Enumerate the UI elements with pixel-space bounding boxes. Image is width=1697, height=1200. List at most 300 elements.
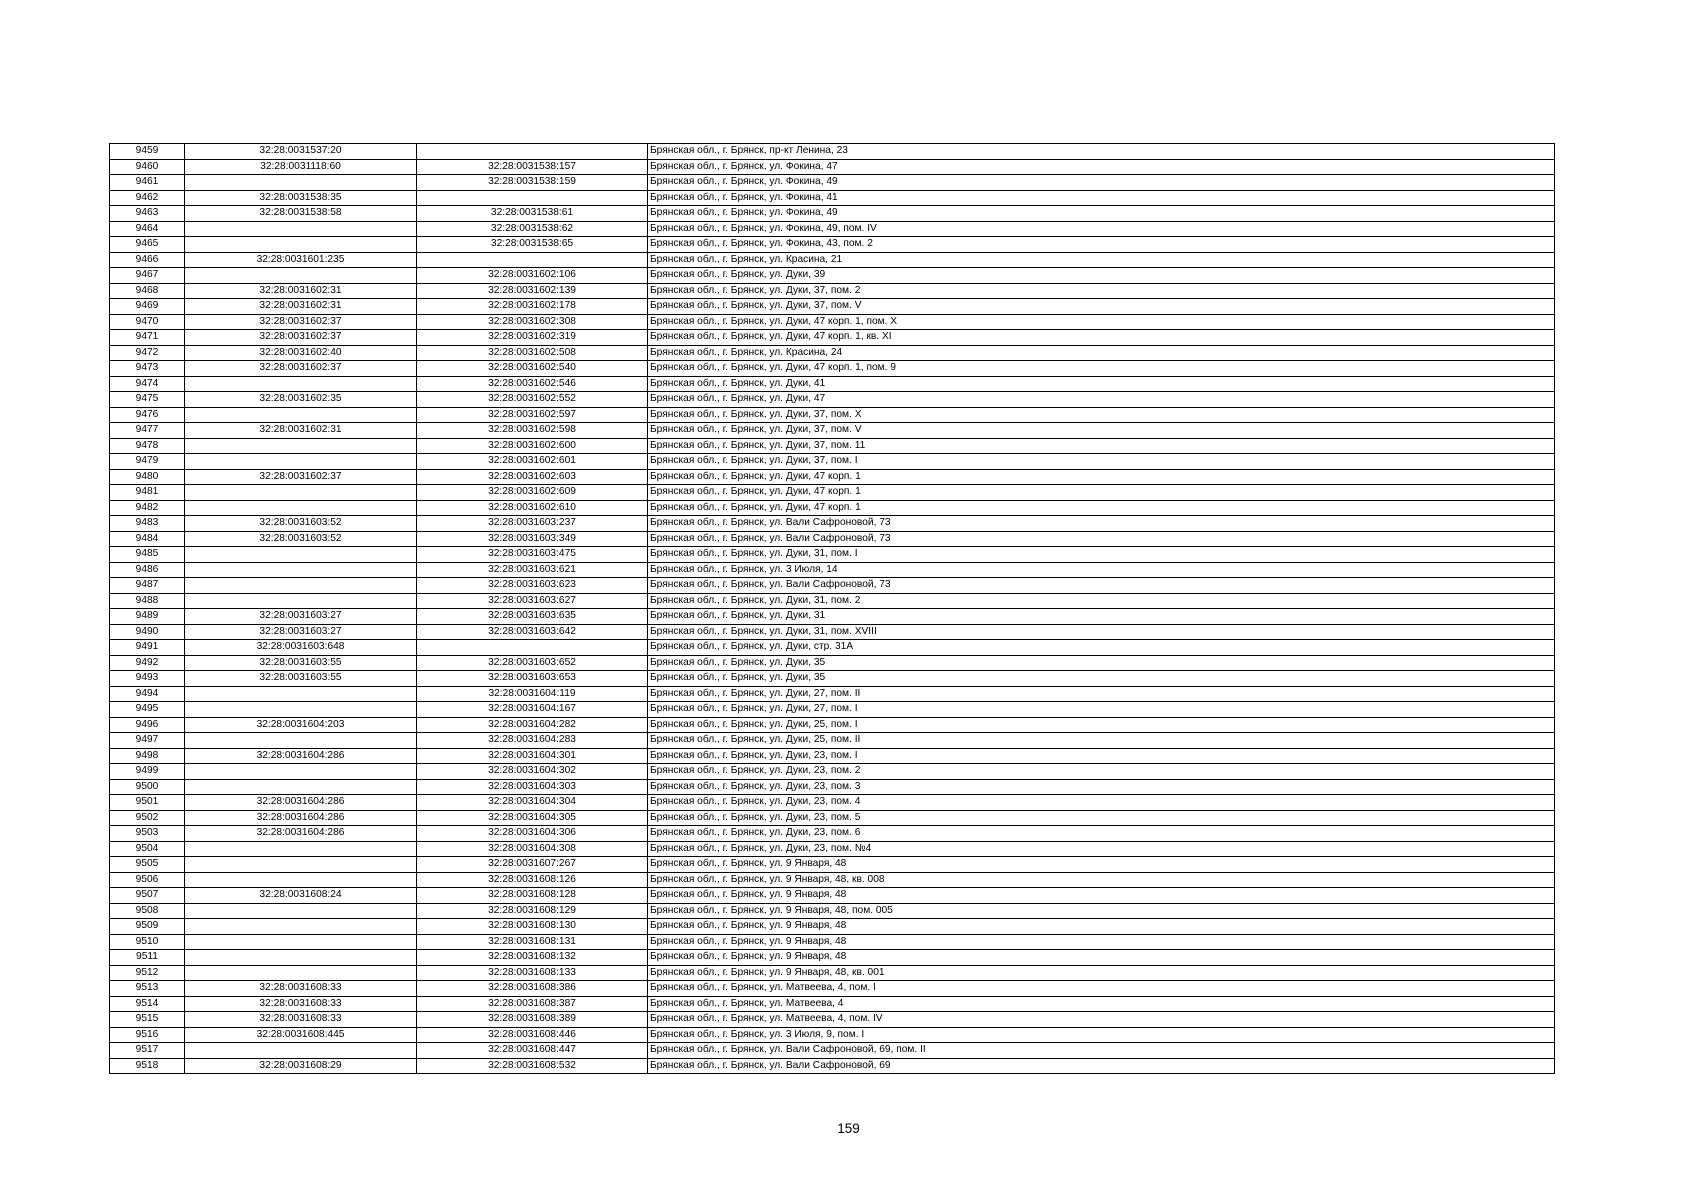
address-cell: Брянская обл., г. Брянск, ул. Дуки, 37, пом. X [648, 407, 1555, 423]
parent-cadastral-number-cell: 32:28:0031537:20 [185, 144, 417, 160]
row-number-cell: 9516 [110, 1027, 185, 1043]
address-cell: Брянская обл., г. Брянск, ул. Дуки, 25, пом. II [648, 733, 1555, 749]
address-cell: Брянская обл., г. Брянск, ул. Дуки, 39 [648, 268, 1555, 284]
row-number-cell: 9466 [110, 252, 185, 268]
address-cell: Брянская обл., г. Брянск, ул. Дуки, 37, пом. V [648, 423, 1555, 439]
parent-cadastral-number-cell [185, 485, 417, 501]
table-row [110, 190, 1555, 206]
address-cell: Брянская обл., г. Брянск, ул. Дуки, 27, пом. I [648, 702, 1555, 718]
table-row [110, 857, 1555, 873]
parent-cadastral-number-cell [185, 903, 417, 919]
address-cell: Брянская обл., г. Брянск, ул. Дуки, 23, пом. 5 [648, 810, 1555, 826]
address-cell: Брянская обл., г. Брянск, ул. 9 Января, 48, пом. 005 [648, 903, 1555, 919]
row-number-cell: 9459 [110, 144, 185, 160]
address-cell: Брянская обл., г. Брянск, ул. Дуки, 47 корп. 1 [648, 485, 1555, 501]
table-row [110, 702, 1555, 718]
table-row [110, 144, 1555, 160]
row-number-cell: 9479 [110, 454, 185, 470]
table-row [110, 810, 1555, 826]
cadastral-number-cell: 32:28:0031603:349 [417, 531, 648, 547]
parent-cadastral-number-cell [185, 593, 417, 609]
parent-cadastral-number-cell [185, 872, 417, 888]
address-cell: Брянская обл., г. Брянск, ул. Фокина, 49 [648, 206, 1555, 222]
table-row [110, 159, 1555, 175]
address-cell: Брянская обл., г. Брянск, ул. Фокина, 47 [648, 159, 1555, 175]
table-row [110, 1012, 1555, 1028]
row-number-cell: 9470 [110, 314, 185, 330]
cadastral-number-cell: 32:28:0031602:106 [417, 268, 648, 284]
cadastral-number-cell [417, 190, 648, 206]
cadastral-number-cell: 32:28:0031538:159 [417, 175, 648, 191]
address-cell: Брянская обл., г. Брянск, ул. Дуки, стр. 31А [648, 640, 1555, 656]
cadastral-number-cell: 32:28:0031603:635 [417, 609, 648, 625]
cadastral-number-cell: 32:28:0031608:131 [417, 934, 648, 950]
parent-cadastral-number-cell: 32:28:0031604:203 [185, 717, 417, 733]
address-cell: Брянская обл., г. Брянск, ул. Красина, 21 [648, 252, 1555, 268]
cadastral-number-cell: 32:28:0031602:610 [417, 500, 648, 516]
cadastral-number-cell: 32:28:0031608:132 [417, 950, 648, 966]
table-row [110, 500, 1555, 516]
parent-cadastral-number-cell: 32:28:0031603:55 [185, 671, 417, 687]
table-row [110, 1027, 1555, 1043]
table-row [110, 469, 1555, 485]
row-number-cell: 9474 [110, 376, 185, 392]
parent-cadastral-number-cell: 32:28:0031602:37 [185, 314, 417, 330]
table-row [110, 268, 1555, 284]
cadastral-number-cell: 32:28:0031603:621 [417, 562, 648, 578]
row-number-cell: 9475 [110, 392, 185, 408]
parent-cadastral-number-cell [185, 547, 417, 563]
address-cell: Брянская обл., г. Брянск, ул. Вали Сафроновой, 73 [648, 531, 1555, 547]
address-cell: Брянская обл., г. Брянск, пр-кт Ленина, 23 [648, 144, 1555, 160]
cadastral-number-cell: 32:28:0031604:304 [417, 795, 648, 811]
table-row [110, 361, 1555, 377]
parent-cadastral-number-cell: 32:28:0031118:60 [185, 159, 417, 175]
cadastral-number-cell: 32:28:0031604:167 [417, 702, 648, 718]
row-number-cell: 9461 [110, 175, 185, 191]
address-cell: Брянская обл., г. Брянск, ул. Матвеева, 4 [648, 996, 1555, 1012]
address-cell: Брянская обл., г. Брянск, ул. 9 Января, 48, кв. 008 [648, 872, 1555, 888]
parent-cadastral-number-cell [185, 919, 417, 935]
cadastral-number-cell: 32:28:0031608:128 [417, 888, 648, 904]
cadastral-number-cell: 32:28:0031602:508 [417, 345, 648, 361]
cadastral-number-cell: 32:28:0031603:653 [417, 671, 648, 687]
cadastral-number-cell: 32:28:0031604:282 [417, 717, 648, 733]
parent-cadastral-number-cell: 32:28:0031538:58 [185, 206, 417, 222]
address-cell: Брянская обл., г. Брянск, ул. Дуки, 47 корп. 1, пом. X [648, 314, 1555, 330]
cadastral-number-cell: 32:28:0031603:627 [417, 593, 648, 609]
row-number-cell: 9463 [110, 206, 185, 222]
row-number-cell: 9512 [110, 965, 185, 981]
parent-cadastral-number-cell [185, 950, 417, 966]
row-number-cell: 9472 [110, 345, 185, 361]
table-row [110, 965, 1555, 981]
parent-cadastral-number-cell: 32:28:0031608:33 [185, 981, 417, 997]
parent-cadastral-number-cell: 32:28:0031604:286 [185, 826, 417, 842]
parent-cadastral-number-cell: 32:28:0031603:27 [185, 624, 417, 640]
table-row [110, 392, 1555, 408]
table-row [110, 237, 1555, 253]
row-number-cell: 9497 [110, 733, 185, 749]
row-number-cell: 9495 [110, 702, 185, 718]
address-cell: Брянская обл., г. Брянск, ул. 9 Января, 48 [648, 919, 1555, 935]
parent-cadastral-number-cell [185, 562, 417, 578]
address-cell: Брянская обл., г. Брянск, ул. Дуки, 23, пом. №4 [648, 841, 1555, 857]
address-cell: Брянская обл., г. Брянск, ул. Дуки, 37, пом. V [648, 299, 1555, 315]
cadastral-number-cell: 32:28:0031604:308 [417, 841, 648, 857]
row-number-cell: 9505 [110, 857, 185, 873]
row-number-cell: 9473 [110, 361, 185, 377]
table-row [110, 206, 1555, 222]
table-row [110, 283, 1555, 299]
parent-cadastral-number-cell [185, 733, 417, 749]
address-cell: Брянская обл., г. Брянск, ул. Дуки, 23, пом. I [648, 748, 1555, 764]
row-number-cell: 9489 [110, 609, 185, 625]
row-number-cell: 9518 [110, 1058, 185, 1074]
parent-cadastral-number-cell: 32:28:0031603:55 [185, 655, 417, 671]
cadastral-number-cell: 32:28:0031604:302 [417, 764, 648, 780]
cadastral-number-cell: 32:28:0031538:61 [417, 206, 648, 222]
table-row [110, 330, 1555, 346]
row-number-cell: 9500 [110, 779, 185, 795]
cadastral-number-cell: 32:28:0031604:306 [417, 826, 648, 842]
row-number-cell: 9478 [110, 438, 185, 454]
parent-cadastral-number-cell: 32:28:0031604:286 [185, 748, 417, 764]
table-row [110, 624, 1555, 640]
parent-cadastral-number-cell [185, 841, 417, 857]
table-row [110, 423, 1555, 439]
row-number-cell: 9501 [110, 795, 185, 811]
address-cell: Брянская обл., г. Брянск, ул. Матвеева, 4, пом. I [648, 981, 1555, 997]
parent-cadastral-number-cell: 32:28:0031603:52 [185, 516, 417, 532]
address-cell: Брянская обл., г. Брянск, ул. Дуки, 25, пом. I [648, 717, 1555, 733]
row-number-cell: 9515 [110, 1012, 185, 1028]
table-row [110, 903, 1555, 919]
parent-cadastral-number-cell: 32:28:0031602:31 [185, 283, 417, 299]
address-cell: Брянская обл., г. Брянск, ул. Дуки, 31, пом. 2 [648, 593, 1555, 609]
cadastral-register-table [109, 143, 1555, 1074]
cadastral-number-cell: 32:28:0031608:129 [417, 903, 648, 919]
cadastral-number-cell: 32:28:0031603:642 [417, 624, 648, 640]
parent-cadastral-number-cell: 32:28:0031608:33 [185, 996, 417, 1012]
cadastral-number-cell: 32:28:0031538:62 [417, 221, 648, 237]
table-row [110, 655, 1555, 671]
address-cell: Брянская обл., г. Брянск, ул. Дуки, 37, пом. I [648, 454, 1555, 470]
table-row [110, 175, 1555, 191]
row-number-cell: 9483 [110, 516, 185, 532]
address-cell: Брянская обл., г. Брянск, ул. 9 Января, 48 [648, 934, 1555, 950]
cadastral-number-cell: 32:28:0031602:598 [417, 423, 648, 439]
address-cell: Брянская обл., г. Брянск, ул. Вали Сафроновой, 73 [648, 516, 1555, 532]
table-row [110, 516, 1555, 532]
table-row [110, 686, 1555, 702]
cadastral-number-cell: 32:28:0031608:387 [417, 996, 648, 1012]
table-row [110, 748, 1555, 764]
row-number-cell: 9471 [110, 330, 185, 346]
parent-cadastral-number-cell [185, 175, 417, 191]
row-number-cell: 9476 [110, 407, 185, 423]
address-cell: Брянская обл., г. Брянск, ул. Дуки, 31 [648, 609, 1555, 625]
cadastral-number-cell: 32:28:0031604:301 [417, 748, 648, 764]
parent-cadastral-number-cell: 32:28:0031604:286 [185, 795, 417, 811]
cadastral-number-cell: 32:28:0031538:157 [417, 159, 648, 175]
parent-cadastral-number-cell [185, 686, 417, 702]
table-row [110, 376, 1555, 392]
address-cell: Брянская обл., г. Брянск, ул. Фокина, 49, пом. IV [648, 221, 1555, 237]
cadastral-number-cell [417, 252, 648, 268]
address-cell: Брянская обл., г. Брянск, ул. Дуки, 23, пом. 4 [648, 795, 1555, 811]
address-cell: Брянская обл., г. Брянск, ул. Дуки, 47 [648, 392, 1555, 408]
row-number-cell: 9485 [110, 547, 185, 563]
cadastral-number-cell: 32:28:0031604:283 [417, 733, 648, 749]
row-number-cell: 9482 [110, 500, 185, 516]
row-number-cell: 9494 [110, 686, 185, 702]
cadastral-number-cell: 32:28:0031602:308 [417, 314, 648, 330]
table-row [110, 531, 1555, 547]
cadastral-number-cell: 32:28:0031602:139 [417, 283, 648, 299]
parent-cadastral-number-cell [185, 454, 417, 470]
row-number-cell: 9480 [110, 469, 185, 485]
cadastral-number-cell: 32:28:0031604:305 [417, 810, 648, 826]
cadastral-number-cell: 32:28:0031608:389 [417, 1012, 648, 1028]
table-row [110, 826, 1555, 842]
parent-cadastral-number-cell [185, 934, 417, 950]
table-row [110, 485, 1555, 501]
cadastral-number-cell: 32:28:0031608:386 [417, 981, 648, 997]
cadastral-number-cell: 32:28:0031602:601 [417, 454, 648, 470]
address-cell: Брянская обл., г. Брянск, ул. Вали Сафроновой, 73 [648, 578, 1555, 594]
table-row [110, 314, 1555, 330]
parent-cadastral-number-cell: 32:28:0031602:37 [185, 330, 417, 346]
cadastral-number-cell: 32:28:0031604:303 [417, 779, 648, 795]
address-cell: Брянская обл., г. Брянск, ул. Дуки, 37, пом. 11 [648, 438, 1555, 454]
parent-cadastral-number-cell [185, 764, 417, 780]
address-cell: Брянская обл., г. Брянск, ул. 9 Января, 48 [648, 888, 1555, 904]
address-cell: Брянская обл., г. Брянск, ул. Дуки, 23, пом. 3 [648, 779, 1555, 795]
cadastral-number-cell: 32:28:0031602:552 [417, 392, 648, 408]
parent-cadastral-number-cell [185, 407, 417, 423]
cadastral-number-cell: 32:28:0031602:609 [417, 485, 648, 501]
cadastral-number-cell: 32:28:0031608:130 [417, 919, 648, 935]
cadastral-number-cell: 32:28:0031608:126 [417, 872, 648, 888]
cadastral-number-cell: 32:28:0031602:319 [417, 330, 648, 346]
parent-cadastral-number-cell: 32:28:0031604:286 [185, 810, 417, 826]
parent-cadastral-number-cell: 32:28:0031602:31 [185, 423, 417, 439]
parent-cadastral-number-cell: 32:28:0031608:29 [185, 1058, 417, 1074]
table-row [110, 717, 1555, 733]
table-row [110, 872, 1555, 888]
row-number-cell: 9486 [110, 562, 185, 578]
address-cell: Брянская обл., г. Брянск, ул. 3 Июля, 9, пом. I [648, 1027, 1555, 1043]
row-number-cell: 9496 [110, 717, 185, 733]
row-number-cell: 9504 [110, 841, 185, 857]
parent-cadastral-number-cell: 32:28:0031601:235 [185, 252, 417, 268]
table-row [110, 299, 1555, 315]
table-row [110, 578, 1555, 594]
parent-cadastral-number-cell [185, 438, 417, 454]
parent-cadastral-number-cell [185, 237, 417, 253]
cadastral-number-cell: 32:28:0031602:540 [417, 361, 648, 377]
address-cell: Брянская обл., г. Брянск, ул. Красина, 24 [648, 345, 1555, 361]
row-number-cell: 9465 [110, 237, 185, 253]
cadastral-number-cell: 32:28:0031602:603 [417, 469, 648, 485]
address-cell: Брянская обл., г. Брянск, ул. Фокина, 41 [648, 190, 1555, 206]
parent-cadastral-number-cell [185, 1043, 417, 1059]
table-row [110, 795, 1555, 811]
table-row [110, 1058, 1555, 1074]
parent-cadastral-number-cell [185, 779, 417, 795]
cadastral-number-cell: 32:28:0031604:119 [417, 686, 648, 702]
row-number-cell: 9464 [110, 221, 185, 237]
row-number-cell: 9490 [110, 624, 185, 640]
table-row [110, 733, 1555, 749]
row-number-cell: 9509 [110, 919, 185, 935]
cadastral-number-cell: 32:28:0031608:133 [417, 965, 648, 981]
row-number-cell: 9468 [110, 283, 185, 299]
table-row [110, 547, 1555, 563]
address-cell: Брянская обл., г. Брянск, ул. Дуки, 35 [648, 671, 1555, 687]
address-cell: Брянская обл., г. Брянск, ул. Дуки, 47 корп. 1 [648, 500, 1555, 516]
table-row [110, 221, 1555, 237]
row-number-cell: 9506 [110, 872, 185, 888]
table-row [110, 640, 1555, 656]
address-cell: Брянская обл., г. Брянск, ул. Матвеева, 4, пом. IV [648, 1012, 1555, 1028]
row-number-cell: 9511 [110, 950, 185, 966]
parent-cadastral-number-cell: 32:28:0031603:27 [185, 609, 417, 625]
parent-cadastral-number-cell: 32:28:0031602:37 [185, 361, 417, 377]
table-row [110, 888, 1555, 904]
table-body [110, 144, 1555, 1074]
table-row [110, 919, 1555, 935]
address-cell: Брянская обл., г. Брянск, ул. Дуки, 27, пом. II [648, 686, 1555, 702]
row-number-cell: 9502 [110, 810, 185, 826]
parent-cadastral-number-cell [185, 702, 417, 718]
row-number-cell: 9498 [110, 748, 185, 764]
parent-cadastral-number-cell: 32:28:0031603:52 [185, 531, 417, 547]
parent-cadastral-number-cell [185, 857, 417, 873]
address-cell: Брянская обл., г. Брянск, ул. 9 Января, 48, кв. 001 [648, 965, 1555, 981]
parent-cadastral-number-cell: 32:28:0031608:24 [185, 888, 417, 904]
table-row [110, 407, 1555, 423]
parent-cadastral-number-cell: 32:28:0031602:31 [185, 299, 417, 315]
row-number-cell: 9487 [110, 578, 185, 594]
cadastral-number-cell: 32:28:0031607:267 [417, 857, 648, 873]
row-number-cell: 9499 [110, 764, 185, 780]
row-number-cell: 9503 [110, 826, 185, 842]
row-number-cell: 9481 [110, 485, 185, 501]
parent-cadastral-number-cell: 32:28:0031603:648 [185, 640, 417, 656]
parent-cadastral-number-cell: 32:28:0031608:445 [185, 1027, 417, 1043]
row-number-cell: 9492 [110, 655, 185, 671]
cadastral-number-cell [417, 144, 648, 160]
cadastral-number-cell: 32:28:0031602:546 [417, 376, 648, 392]
cadastral-number-cell: 32:28:0031603:475 [417, 547, 648, 563]
table-row [110, 454, 1555, 470]
row-number-cell: 9462 [110, 190, 185, 206]
table-row [110, 934, 1555, 950]
address-cell: Брянская обл., г. Брянск, ул. 9 Января, 48 [648, 950, 1555, 966]
row-number-cell: 9510 [110, 934, 185, 950]
address-cell: Брянская обл., г. Брянск, ул. Фокина, 43, пом. 2 [648, 237, 1555, 253]
row-number-cell: 9508 [110, 903, 185, 919]
address-cell: Брянская обл., г. Брянск, ул. Дуки, 41 [648, 376, 1555, 392]
parent-cadastral-number-cell [185, 376, 417, 392]
cadastral-number-cell: 32:28:0031538:65 [417, 237, 648, 253]
parent-cadastral-number-cell [185, 500, 417, 516]
table-row [110, 1043, 1555, 1059]
cadastral-number-cell: 32:28:0031602:600 [417, 438, 648, 454]
address-cell: Брянская обл., г. Брянск, ул. Фокина, 49 [648, 175, 1555, 191]
table-row [110, 671, 1555, 687]
table-row [110, 950, 1555, 966]
table-row [110, 438, 1555, 454]
cadastral-number-cell: 32:28:0031608:447 [417, 1043, 648, 1059]
row-number-cell: 9491 [110, 640, 185, 656]
parent-cadastral-number-cell: 32:28:0031602:35 [185, 392, 417, 408]
table-row [110, 252, 1555, 268]
cadastral-number-cell: 32:28:0031603:237 [417, 516, 648, 532]
cadastral-number-cell: 32:28:0031603:652 [417, 655, 648, 671]
cadastral-number-cell [417, 640, 648, 656]
address-cell: Брянская обл., г. Брянск, ул. Дуки, 23, пом. 6 [648, 826, 1555, 842]
cadastral-number-cell: 32:28:0031608:446 [417, 1027, 648, 1043]
page-number: 159 [837, 1121, 860, 1136]
row-number-cell: 9460 [110, 159, 185, 175]
table-row [110, 562, 1555, 578]
row-number-cell: 9477 [110, 423, 185, 439]
table-row [110, 764, 1555, 780]
row-number-cell: 9507 [110, 888, 185, 904]
table-row [110, 609, 1555, 625]
address-cell: Брянская обл., г. Брянск, ул. 3 Июля, 14 [648, 562, 1555, 578]
parent-cadastral-number-cell [185, 965, 417, 981]
cadastral-number-cell: 32:28:0031602:178 [417, 299, 648, 315]
table-row [110, 345, 1555, 361]
parent-cadastral-number-cell: 32:28:0031608:33 [185, 1012, 417, 1028]
cadastral-number-cell: 32:28:0031608:532 [417, 1058, 648, 1074]
address-cell: Брянская обл., г. Брянск, ул. Дуки, 31, пом. I [648, 547, 1555, 563]
parent-cadastral-number-cell [185, 268, 417, 284]
parent-cadastral-number-cell [185, 578, 417, 594]
address-cell: Брянская обл., г. Брянск, ул. Дуки, 23, пом. 2 [648, 764, 1555, 780]
row-number-cell: 9493 [110, 671, 185, 687]
parent-cadastral-number-cell [185, 221, 417, 237]
address-cell: Брянская обл., г. Брянск, ул. Дуки, 47 корп. 1, пом. 9 [648, 361, 1555, 377]
address-cell: Брянская обл., г. Брянск, ул. Вали Сафроновой, 69, пом. II [648, 1043, 1555, 1059]
parent-cadastral-number-cell: 32:28:0031602:40 [185, 345, 417, 361]
row-number-cell: 9514 [110, 996, 185, 1012]
cadastral-number-cell: 32:28:0031602:597 [417, 407, 648, 423]
table-row [110, 996, 1555, 1012]
address-cell: Брянская обл., г. Брянск, ул. Дуки, 35 [648, 655, 1555, 671]
address-cell: Брянская обл., г. Брянск, ул. 9 Января, 48 [648, 857, 1555, 873]
table-row [110, 779, 1555, 795]
row-number-cell: 9488 [110, 593, 185, 609]
row-number-cell: 9469 [110, 299, 185, 315]
address-cell: Брянская обл., г. Брянск, ул. Дуки, 37, пом. 2 [648, 283, 1555, 299]
row-number-cell: 9484 [110, 531, 185, 547]
address-cell: Брянская обл., г. Брянск, ул. Вали Сафроновой, 69 [648, 1058, 1555, 1074]
address-cell: Брянская обл., г. Брянск, ул. Дуки, 47 корп. 1, кв. XI [648, 330, 1555, 346]
address-cell: Брянская обл., г. Брянск, ул. Дуки, 31, пом. XVIII [648, 624, 1555, 640]
parent-cadastral-number-cell: 32:28:0031602:37 [185, 469, 417, 485]
parent-cadastral-number-cell: 32:28:0031538:35 [185, 190, 417, 206]
table-row [110, 841, 1555, 857]
table-row [110, 981, 1555, 997]
row-number-cell: 9517 [110, 1043, 185, 1059]
row-number-cell: 9467 [110, 268, 185, 284]
cadastral-number-cell: 32:28:0031603:623 [417, 578, 648, 594]
